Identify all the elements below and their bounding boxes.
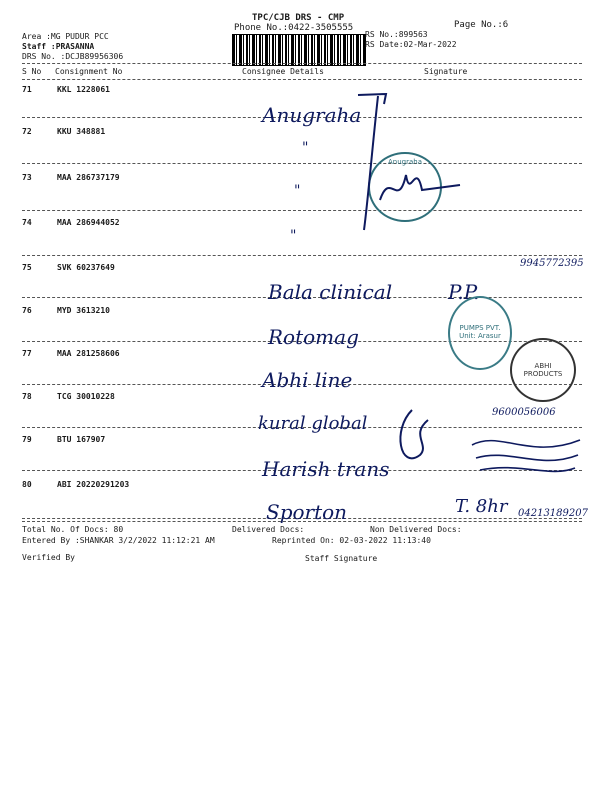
col-consignee: Consignee Details bbox=[242, 67, 324, 76]
row-sno: 77 bbox=[22, 349, 32, 358]
handwritten-ditto: " bbox=[294, 183, 301, 199]
row-sno: 79 bbox=[22, 435, 32, 444]
row-divider bbox=[22, 210, 582, 211]
entered-by: Entered By :SHANKAR 3/2/2022 11:12:21 AM bbox=[22, 536, 215, 545]
handwritten-initial: T. 8hr bbox=[455, 496, 508, 517]
divider bbox=[22, 63, 582, 64]
stamp-text: Anugraha bbox=[388, 158, 422, 166]
row-divider bbox=[22, 255, 582, 256]
col-sno: S No bbox=[22, 67, 42, 76]
row-consignment: MAA 281258606 bbox=[57, 349, 120, 358]
rs-date: RS Date:02-Mar-2022 bbox=[365, 40, 457, 49]
area-label: Area :MG PUDUR PCC bbox=[22, 32, 109, 41]
row-sno: 76 bbox=[22, 306, 32, 315]
delivered-docs: Delivered Docs: bbox=[232, 525, 305, 534]
row-consignment: MAA 286737179 bbox=[57, 173, 120, 182]
row-consignment: BTU 167907 bbox=[57, 435, 106, 444]
row-consignment: MYD 3613210 bbox=[57, 306, 110, 315]
handwritten-consignee: kural global bbox=[258, 413, 368, 434]
row-sno: 75 bbox=[22, 263, 32, 272]
drs-number: DRS No. :DCJB89956306 bbox=[22, 52, 124, 61]
row-sno: 73 bbox=[22, 173, 32, 182]
handwritten-consignee: Harish trans bbox=[262, 457, 390, 481]
rs-number: RS No.:899563 bbox=[365, 30, 428, 39]
stamp-text: ABHI PRODUCTS bbox=[523, 362, 563, 378]
non-delivered-docs: Non Delivered Docs: bbox=[370, 525, 462, 534]
company-stamp bbox=[510, 338, 576, 402]
row-sno: 74 bbox=[22, 218, 32, 227]
page-number: Page No.:6 bbox=[454, 20, 509, 30]
row-consignment: ABI 20220291203 bbox=[57, 480, 130, 489]
col-consignment: Consignment No bbox=[55, 67, 123, 76]
handwritten-consignee: Sporton bbox=[266, 500, 348, 524]
row-consignment: KKU 348881 bbox=[57, 127, 106, 136]
handwritten-ditto: " bbox=[290, 228, 297, 244]
handwritten-consignee: Abhi line bbox=[262, 368, 353, 392]
barcode bbox=[232, 34, 366, 66]
total-docs: Total No. Of Docs: 80 bbox=[22, 525, 124, 534]
row-sno: 80 bbox=[22, 480, 32, 489]
row-sno: 71 bbox=[22, 85, 32, 94]
row-consignment: KKL 1228061 bbox=[57, 85, 110, 94]
handwritten-consignee: Bala clinical bbox=[268, 280, 393, 304]
stamp-text: PUMPS PVT. Unit: Arasur bbox=[459, 324, 501, 340]
row-consignment: MAA 286944052 bbox=[57, 218, 120, 227]
reprinted-on: Reprinted On: 02-03-2022 11:13:40 bbox=[272, 536, 431, 545]
handwritten-phone: 04213189207 bbox=[518, 508, 588, 519]
row-consignment: TCG 30010228 bbox=[57, 392, 115, 401]
row-sno: 78 bbox=[22, 392, 32, 401]
company-stamp bbox=[448, 296, 512, 370]
row-consignment: SVK 60237649 bbox=[57, 263, 115, 272]
divider bbox=[22, 79, 582, 80]
handwritten-initial: P.P. bbox=[448, 280, 480, 304]
phone-number: Phone No.:0422-3505555 bbox=[234, 23, 354, 33]
col-signature: Signature bbox=[424, 67, 468, 76]
row-divider bbox=[22, 163, 582, 164]
signature-scribble bbox=[350, 90, 480, 240]
row-sno: 72 bbox=[22, 127, 32, 136]
staff-signature: Staff Signature bbox=[305, 554, 378, 563]
verified-by: Verified By bbox=[22, 553, 75, 562]
handwritten-consignee: Anugraha bbox=[262, 103, 362, 127]
staff-label: Staff :PRASANNA bbox=[22, 42, 95, 51]
handwritten-consignee: Rotomag bbox=[268, 325, 359, 349]
handwritten-phone: 9600056006 bbox=[492, 407, 556, 418]
handwritten-phone: 9945772395 bbox=[520, 258, 584, 269]
handwritten-ditto: " bbox=[302, 140, 309, 156]
signature-scribble bbox=[390, 400, 590, 480]
divider bbox=[22, 521, 582, 522]
report-title: TPC/CJB DRS - CMP bbox=[252, 13, 345, 23]
